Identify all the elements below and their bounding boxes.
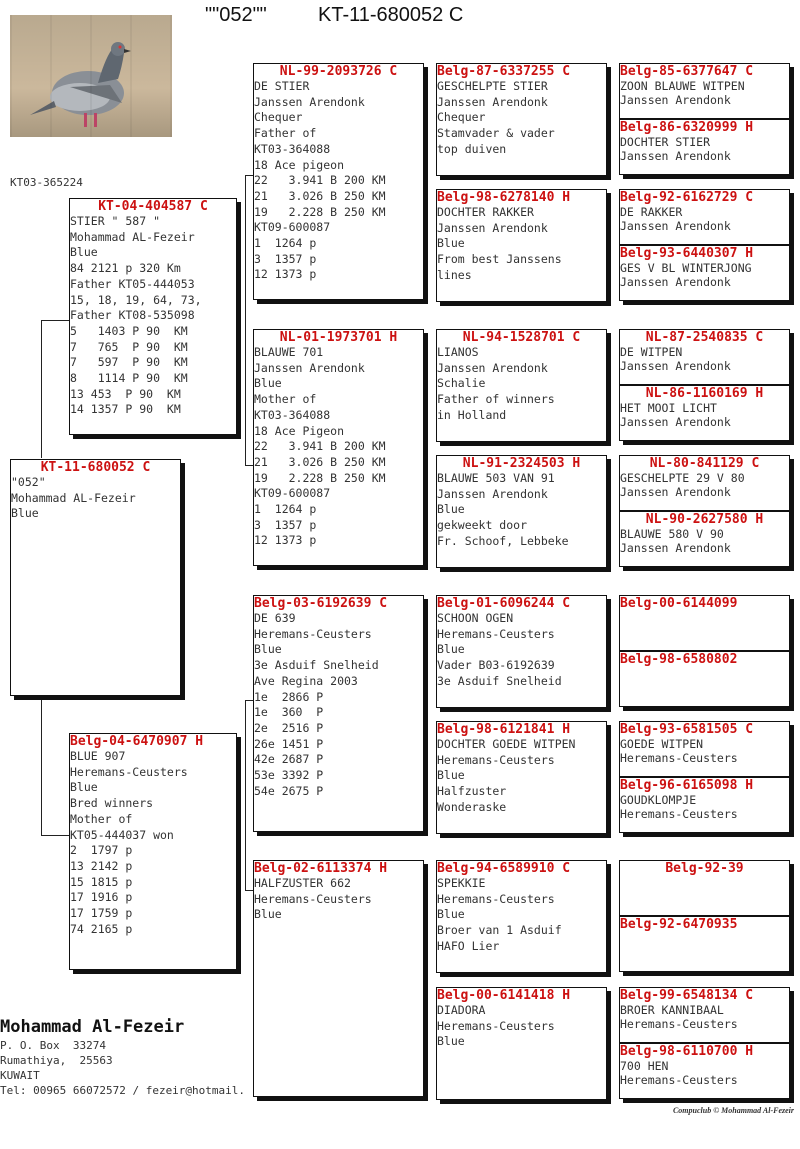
pedigree-line: DE WITPEN [620, 345, 683, 359]
pedigree-line: BLUE 907 [70, 749, 126, 763]
ring-number: Belg-00-6141418 H [437, 988, 571, 1003]
pedigree-line: Blue [254, 642, 282, 657]
ring-number: Belg-87-6337255 C [437, 64, 571, 79]
ring-number: KT-11-680052 C [40, 460, 151, 475]
ring-number: Belg-98-6121841 H [437, 722, 571, 737]
pedigree-line: 54e 2675 P [254, 783, 324, 798]
pedigree-line: BLAUWE 503 VAN 91 [437, 471, 555, 485]
pedigree-line: 2e 2516 P [254, 720, 324, 735]
pedigree-line: GOEDE WITPEN [620, 737, 704, 751]
pedigree-line: 3 1357 p [254, 517, 317, 532]
footer-credit: Compuclub © Mohammad Al-Fezeir [672, 1106, 794, 1115]
pedigree-line: Wonderaske [437, 799, 507, 814]
pedigree-box-sds [436, 329, 607, 442]
owner-address-1: P. O. Box 33274 [0, 1039, 106, 1052]
pedigree-line: 14 1357 P 90 KM [70, 402, 181, 417]
pedigree-line: Vader B03-6192639 [437, 658, 555, 673]
pedigree-line: DE STIER [254, 79, 310, 93]
ring-number: KT-04-404587 C [98, 199, 208, 214]
pedigree-line: From best Janssens [437, 252, 562, 267]
ring-number: Belg-93-6581505 C [620, 722, 754, 737]
pedigree-line: Heremans-Ceusters [437, 1018, 555, 1033]
pedigree-box-g1 [619, 63, 790, 119]
pedigree-line: 18 Ace pigeon [254, 157, 345, 172]
connector [245, 175, 246, 465]
pedigree-line: Janssen Arendonk [620, 415, 731, 429]
pedigree-line: BLAUWE 580 V 90 [620, 527, 724, 541]
pedigree-line: HAFO Lier [437, 938, 500, 953]
ring-number: Belg-04-6470907 H [70, 734, 204, 749]
pedigree-box-dam-sire [253, 595, 424, 832]
ring-number: Belg-85-6377647 C [620, 64, 754, 79]
pedigree-line: Chequer [437, 110, 486, 125]
ring-number: Belg-99-6548134 C [620, 988, 754, 1003]
pedigree-box-sire-dam [253, 329, 424, 566]
pedigree-line: HALFZUSTER 662 [254, 876, 351, 890]
pedigree-line: DE RAKKER [620, 205, 683, 219]
pedigree-line: 12 1373 p [254, 533, 317, 548]
pedigree-box-g2 [619, 119, 790, 175]
pedigree-line: HET MOOI LICHT [620, 401, 717, 415]
connector [41, 700, 42, 835]
pedigree-line: DE 639 [254, 611, 296, 625]
pedigree-line: Mother of [70, 811, 133, 826]
ring-number: Belg-93-6440307 H [620, 246, 754, 261]
pedigree-line: Heremans-Ceusters [437, 891, 555, 906]
ring-number: NL-99-2093726 C [279, 64, 398, 79]
pedigree-box-g13 [619, 860, 790, 916]
ring-number: Belg-98-6580802 [620, 652, 738, 667]
owner-block [0, 1016, 245, 1098]
connector [41, 835, 69, 836]
connector [245, 890, 253, 891]
pedigree-box-ddd [436, 987, 607, 1100]
connector [41, 320, 42, 458]
pedigree-line: ZOON BLAUWE WITPEN [620, 79, 745, 93]
pedigree-line: BLAUWE 701 [254, 345, 324, 359]
connector [245, 700, 253, 701]
pedigree-line: Heremans-Ceusters [70, 764, 188, 779]
pedigree-box-g16 [619, 1043, 790, 1099]
pedigree-line: SPEKKIE [437, 876, 486, 890]
ring-number: Belg-92-39 [665, 861, 744, 876]
owner-name: Mohammad Al-Fezeir [0, 1017, 185, 1037]
pedigree-box-dam-dam [253, 860, 424, 1097]
pedigree-box-subject [10, 459, 181, 696]
pedigree-box-sire [69, 198, 237, 435]
ring-number: Belg-02-6113374 H [254, 861, 388, 876]
pedigree-line: GES V BL WINTERJONG [620, 261, 752, 275]
header-name: ""052"" [205, 4, 267, 26]
pedigree-box-sire-sire [253, 63, 424, 300]
pedigree-line: KT03-364088 [254, 141, 331, 156]
pedigree-line: SCHOON OGEN [437, 611, 514, 625]
pedigree-line: in Holland [437, 407, 507, 422]
pedigree-line: 22 3.941 B 200 KM [254, 173, 386, 188]
pigeon-photo [10, 15, 172, 137]
pedigree-line: Janssen Arendonk [620, 219, 731, 233]
pedigree-line: 22 3.941 B 200 KM [254, 439, 386, 454]
pedigree-line: DOCHTER GOEDE WITPEN [437, 737, 576, 751]
pedigree-line: Mohammad AL-Fezeir [11, 490, 136, 505]
connector [245, 465, 253, 466]
pedigree-line: Janssen Arendonk [437, 360, 548, 375]
pedigree-line: Heremans-Ceusters [254, 891, 372, 906]
pedigree-box-ssd [436, 189, 607, 302]
pedigree-line: Fr. Schoof, Lebbeke [437, 533, 569, 548]
ring-number: NL-01-1973701 H [279, 330, 398, 345]
pedigree-line: Janssen Arendonk [620, 275, 731, 289]
pedigree-line: 1e 2866 P [254, 689, 324, 704]
pedigree-box-g15 [619, 987, 790, 1043]
pedigree-line: Halfzuster [437, 784, 507, 799]
ring-number: Belg-00-6144099 [620, 596, 738, 611]
pedigree-box-g11 [619, 721, 790, 777]
pedigree-line: Blue [254, 376, 282, 391]
pedigree-box-g14 [619, 916, 790, 972]
pedigree-line: Father KT08-535098 [70, 308, 195, 323]
pedigree-line: 1 1264 p [254, 502, 317, 517]
pedigree-line: Father of [254, 126, 317, 141]
pedigree-box-g4 [619, 245, 790, 301]
pedigree-line: Blue [437, 907, 465, 922]
pedigree-box-dds [436, 860, 607, 973]
pedigree-line: 1 1264 p [254, 236, 317, 251]
ring-number: NL-86-1160169 H [645, 386, 764, 401]
pedigree-line: STIER " 587 " [70, 214, 161, 228]
pedigree-line: 12 1373 p [254, 267, 317, 282]
pedigree-box-g7 [619, 455, 790, 511]
pedigree-line: lines [437, 267, 472, 282]
pedigree-line: 84 2121 p 320 Km [70, 261, 181, 276]
pedigree-line: Mohammad AL-Fezeir [70, 229, 195, 244]
pedigree-line: Heremans-Ceusters [620, 1073, 738, 1087]
pedigree-line: 13 2142 p [70, 858, 133, 873]
pedigree-line: 2 1797 p [70, 843, 133, 858]
pedigree-line: Janssen Arendonk [437, 220, 548, 235]
owner-address-2: Rumathiya, 25563 [0, 1054, 113, 1067]
pedigree-line: Bred winners [70, 796, 154, 811]
pedigree-line: Blue [437, 502, 465, 517]
pedigree-line: Janssen Arendonk [620, 359, 731, 373]
pedigree-line: Heremans-Ceusters [620, 807, 738, 821]
pedigree-line: LIANOS [437, 345, 479, 359]
pedigree-line: KT09-600087 [254, 486, 331, 501]
owner-address-4: Tel: 00965 66072572 / fezeir@hotmail. [0, 1084, 246, 1097]
pedigree-line: 18 Ace Pigeon [254, 423, 345, 438]
ring-number: Belg-92-6162729 C [620, 190, 754, 205]
pedigree-line: Janssen Arendonk [620, 485, 731, 499]
pedigree-line: "052" [11, 475, 46, 489]
pedigree-box-g12 [619, 777, 790, 833]
pedigree-line: 74 2165 p [70, 921, 133, 936]
pedigree-line: Broer van 1 Asduif [437, 923, 562, 938]
ring-number: Belg-92-6470935 [620, 917, 738, 932]
pedigree-line: KT09-600087 [254, 220, 331, 235]
ring-number: NL-91-2324503 H [462, 456, 581, 471]
ring-number: Belg-96-6165098 H [620, 778, 754, 793]
pedigree-line: Blue [437, 236, 465, 251]
pedigree-line: 3 1357 p [254, 251, 317, 266]
pedigree-line: Janssen Arendonk [620, 541, 731, 555]
pedigree-line: 21 3.026 B 250 KM [254, 454, 386, 469]
pedigree-box-sss [436, 63, 607, 176]
pedigree-line: Father of winners [437, 392, 555, 407]
pedigree-line: Blue [437, 1034, 465, 1049]
pedigree-line: Heremans-Ceusters [437, 752, 555, 767]
ring-number: Belg-98-6278140 H [437, 190, 571, 205]
ring-number: Belg-03-6192639 C [254, 596, 388, 611]
pedigree-line: 3e Asduif Snelheid [437, 673, 562, 688]
pedigree-line: Father KT05-444053 [70, 276, 195, 291]
connector [41, 320, 69, 321]
pedigree-line: 5 1403 P 90 KM [70, 323, 188, 338]
pedigree-line: Heremans-Ceusters [437, 626, 555, 641]
ring-number: NL-90-2627580 H [645, 512, 764, 527]
ring-number: NL-94-1528701 C [462, 330, 581, 345]
pedigree-box-g8 [619, 511, 790, 567]
pedigree-line: Blue [11, 506, 39, 521]
pedigree-line: 19 2.228 B 250 KM [254, 204, 386, 219]
pedigree-line: BROER KANNIBAAL [620, 1003, 724, 1017]
pedigree-box-sdd [436, 455, 607, 568]
pedigree-line: Blue [254, 907, 282, 922]
pedigree-box-g10 [619, 651, 790, 707]
pedigree-line: 13 453 P 90 KM [70, 386, 181, 401]
pedigree-line: Schalie [437, 376, 486, 391]
pedigree-line: 700 HEN [620, 1059, 669, 1073]
owner-address-3: KUWAIT [0, 1069, 40, 1082]
pedigree-line: 15, 18, 19, 64, 73, [70, 292, 202, 307]
pedigree-box-dss [436, 595, 607, 708]
pedigree-line: DIADORA [437, 1003, 486, 1017]
pedigree-line: KT03-364088 [254, 407, 331, 422]
pedigree-box-g6 [619, 385, 790, 441]
pedigree-line: 7 765 P 90 KM [70, 339, 188, 354]
pedigree-line: Janssen Arendonk [437, 94, 548, 109]
pedigree-line: Blue [437, 768, 465, 783]
pedigree-line: GESCHELPTE 29 V 80 [620, 471, 745, 485]
pedigree-line: Ave Regina 2003 [254, 673, 358, 688]
header-ring: KT-11-680052 C [318, 4, 464, 26]
pedigree-line: DOCHTER STIER [620, 135, 711, 149]
pedigree-line: 53e 3392 P [254, 768, 324, 783]
pedigree-line: Janssen Arendonk [620, 93, 731, 107]
pedigree-line: Heremans-Ceusters [620, 751, 738, 765]
pedigree-line: 3e Asduif Snelheid [254, 658, 379, 673]
pedigree-line: Mother of [254, 392, 317, 407]
pedigree-box-g3 [619, 189, 790, 245]
side-ref: KT03-365224 [10, 176, 83, 189]
pedigree-line: 7 597 P 90 KM [70, 355, 188, 370]
pedigree-line: 15 1815 p [70, 874, 133, 889]
pedigree-line: 17 1916 p [70, 890, 133, 905]
pedigree-box-dsd [436, 721, 607, 834]
pedigree-line: Janssen Arendonk [620, 149, 731, 163]
pedigree-line: Janssen Arendonk [254, 94, 365, 109]
pedigree-line: 8 1114 P 90 KM [70, 371, 188, 386]
ring-number: Belg-98-6110700 H [620, 1044, 754, 1059]
ring-number: Belg-86-6320999 H [620, 120, 754, 135]
ring-number: Belg-01-6096244 C [437, 596, 571, 611]
pedigree-line: DOCHTER RAKKER [437, 205, 534, 219]
pedigree-line: 17 1759 p [70, 906, 133, 921]
ring-number: NL-80-841129 C [649, 456, 760, 471]
pedigree-line: top duiven [437, 141, 507, 156]
pedigree-line: 19 2.228 B 250 KM [254, 470, 386, 485]
connector [245, 700, 246, 890]
pedigree-box-dam [69, 733, 237, 970]
pedigree-line: Blue [70, 780, 98, 795]
pedigree-line: 26e 1451 P [254, 736, 324, 751]
pedigree-line: 1e 360 P [254, 705, 324, 720]
ring-number: NL-87-2540835 C [645, 330, 764, 345]
pedigree-line: gekweekt door [437, 518, 528, 533]
pedigree-line: Blue [437, 642, 465, 657]
pedigree-box-g9 [619, 595, 790, 651]
ring-number: Belg-94-6589910 C [437, 861, 571, 876]
pedigree-line: Janssen Arendonk [254, 360, 365, 375]
pedigree-line: 42e 2687 P [254, 752, 324, 767]
pedigree-line: Janssen Arendonk [437, 486, 548, 501]
pedigree-line: Blue [70, 245, 98, 260]
pedigree-line: GESCHELPTE STIER [437, 79, 548, 93]
pedigree-line: GOUDKLOMPJE [620, 793, 697, 807]
pedigree-line: 21 3.026 B 250 KM [254, 188, 386, 203]
pedigree-line: Chequer [254, 110, 303, 125]
connector [245, 175, 253, 176]
pedigree-line: KT05-444037 won [70, 827, 174, 842]
pedigree-box-g5 [619, 329, 790, 385]
pedigree-line: Heremans-Ceusters [620, 1017, 738, 1031]
pedigree-line: Heremans-Ceusters [254, 626, 372, 641]
pedigree-line: Stamvader & vader [437, 126, 555, 141]
